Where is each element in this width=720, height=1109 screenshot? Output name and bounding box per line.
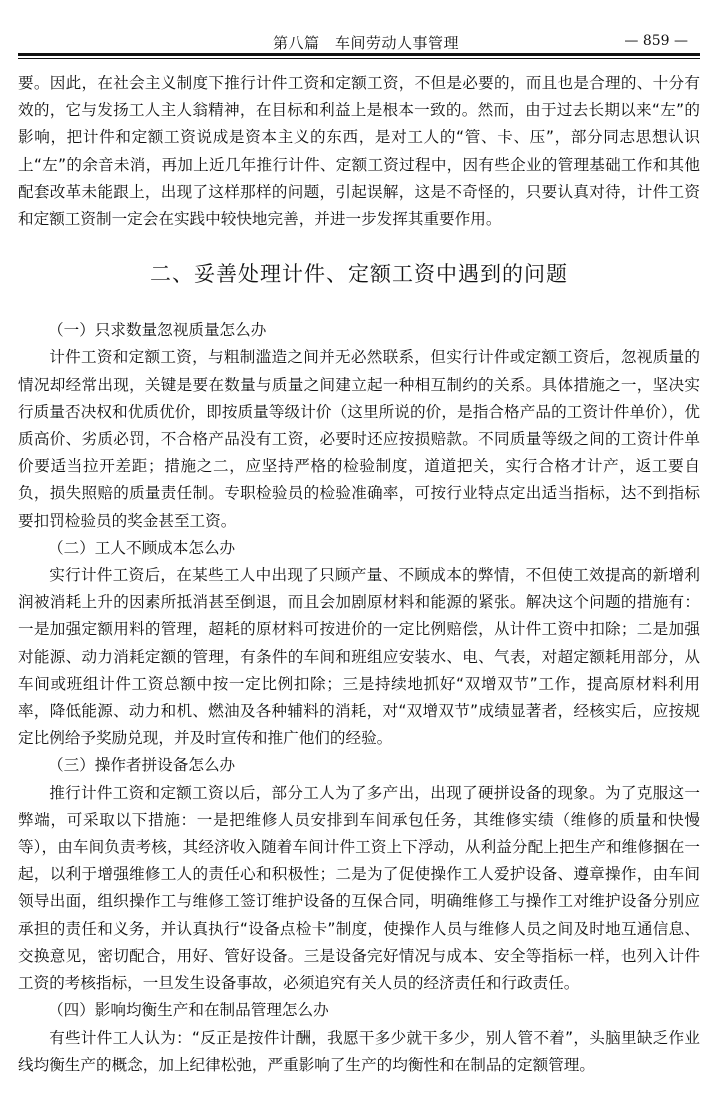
subsection-heading-4: （四）影响均衡生产和在制品管理怎么办 (48, 1001, 329, 1020)
subsection-body-2: 实行计件工资后，在某些工人中出现了只顾产量、不顾成本的弊情，不但使工效提高的新增利润被消耗上升的因素所抵消甚至倒退，而且会加剧原材料和能源的紧张。解决这个问题的措施有：一是加强定额用料的管理，超耗的原材料可按进价的一定比例赔偿，从计件工资中扣除；二是加强对能源、动力消耗定额的管理，有条件的车间和班组应安装水、电、气表，对超定额耗用部分，从车间或班组计件工资总额中按一定比例扣除；三是持续地抓好“双增双节”工作，提高原材料利用率，降低能源、动力和机、燃油及各种辅料的消耗，对“双增双节”成绩显著者，经核实后，应按规定比例给予奖励兑现，并及时宣传和推广他们的经验。 (18, 566, 700, 748)
header-rule-thick (18, 53, 700, 56)
page-header (18, 26, 700, 58)
section-title: 二、妥善处理计件、定额工资中遇到的问题 (150, 262, 568, 287)
page-body (18, 70, 700, 1079)
subsection-body-3: 推行计件工资和定额工资以后，部分工人为了多产出，出现了硬拼设备的现象。为了克服这一弊端，可采取以下措施：一是把维修人员安排到车间承包任务，其维修实绩（维修的质量和快慢等），由车间负责考核，其经济收入随着车间计件工资上下浮动，从利益分配上把生产和维修捆在一起，以利于增强维修工人的责任心和积极性；二是为了促使操作工人爱护设备、遵章操作，由车间领导出面，组织操作工与维修工签订维护设备的互保合同，明确维修工与操作工对维护设备分别应承担的责任和义务，并认真执行“设备点检卡”制度，使操作人员与维修人员之间及时地互通信息、交换意见，密切配合，用好、管好设备。三是设备完好情况与成本、安全等指标一样，也列入计件工资的考核指标，一旦发生设备事故，必须追究有关人员的经济责任和行政责任。 (18, 783, 700, 993)
subsection-heading-2: （二）工人不顾成本怎么办 (48, 538, 236, 557)
intro-paragraph: 要。因此，在社会主义制度下推行计件工资和定额工资，不但是必要的，而且也是合理的、十分有效的，它与发扬工人主人翁精神，在目标和利益上是根本一致的。然而，由于过去长期以来“左”的影响，把计件和定额工资说成是资本主义的东西，是对工人的“管、卡、压”，部分同志思想认识上“左”的余音未消，再加上近几年推行计件、定额工资过程中，因有些企业的管理基础工作和其他配套改革未能跟上，出现了这样那样的问题，引起误解，这是不奇怪的，只要认真对待，计件工资和定额工资制一定会在实践中较快地完善，并进一步发挥其重要作用。 (18, 74, 700, 229)
subsection-heading-3: （三）操作者拼设备怎么办 (48, 756, 236, 775)
running-title: 第八篇 车间劳动人事管理 (273, 34, 460, 52)
subsection-heading-1: （一）只求数量忽视质量怎么办 (48, 321, 267, 340)
subsection-body-1: 计件工资和定额工资，与粗制滥造之间并无必然联系，但实行计件或定额工资后，忽视质量的情况却经常出现，关键是要在数量与质量之间建立起一种相互制约的关系。具体措施之一，坚决实行质量否决权和优质优价，即按质量等级计价（这里所说的价，是指合格产品的工资计件单价），优质高价、劣质必罚，不合格产品没有工资，必要时还应按损赔款。不同质量等级之间的工资计件单价要适当拉开差距；措施之二，应坚持严格的检验制度，道道把关，实行合格才计产，返工要自负，损失照赔的质量责任制。专职检验员的检验准确率，可按行业特点定出适当指标，达不到指标要扣罚检验员的奖金甚至工资。 (18, 348, 700, 530)
header-rule-thin (18, 58, 700, 59)
subsection-body-4: 有些计件工人认为：“反正是按件计酬，我愿干多少就干多少，别人管不着”，头脑里缺乏作业线均衡生产的概念，加上纪律松弛，严重影响了生产的均衡性和在制品的定额管理。 (18, 1028, 700, 1074)
page-number: — 859 — (624, 33, 688, 49)
